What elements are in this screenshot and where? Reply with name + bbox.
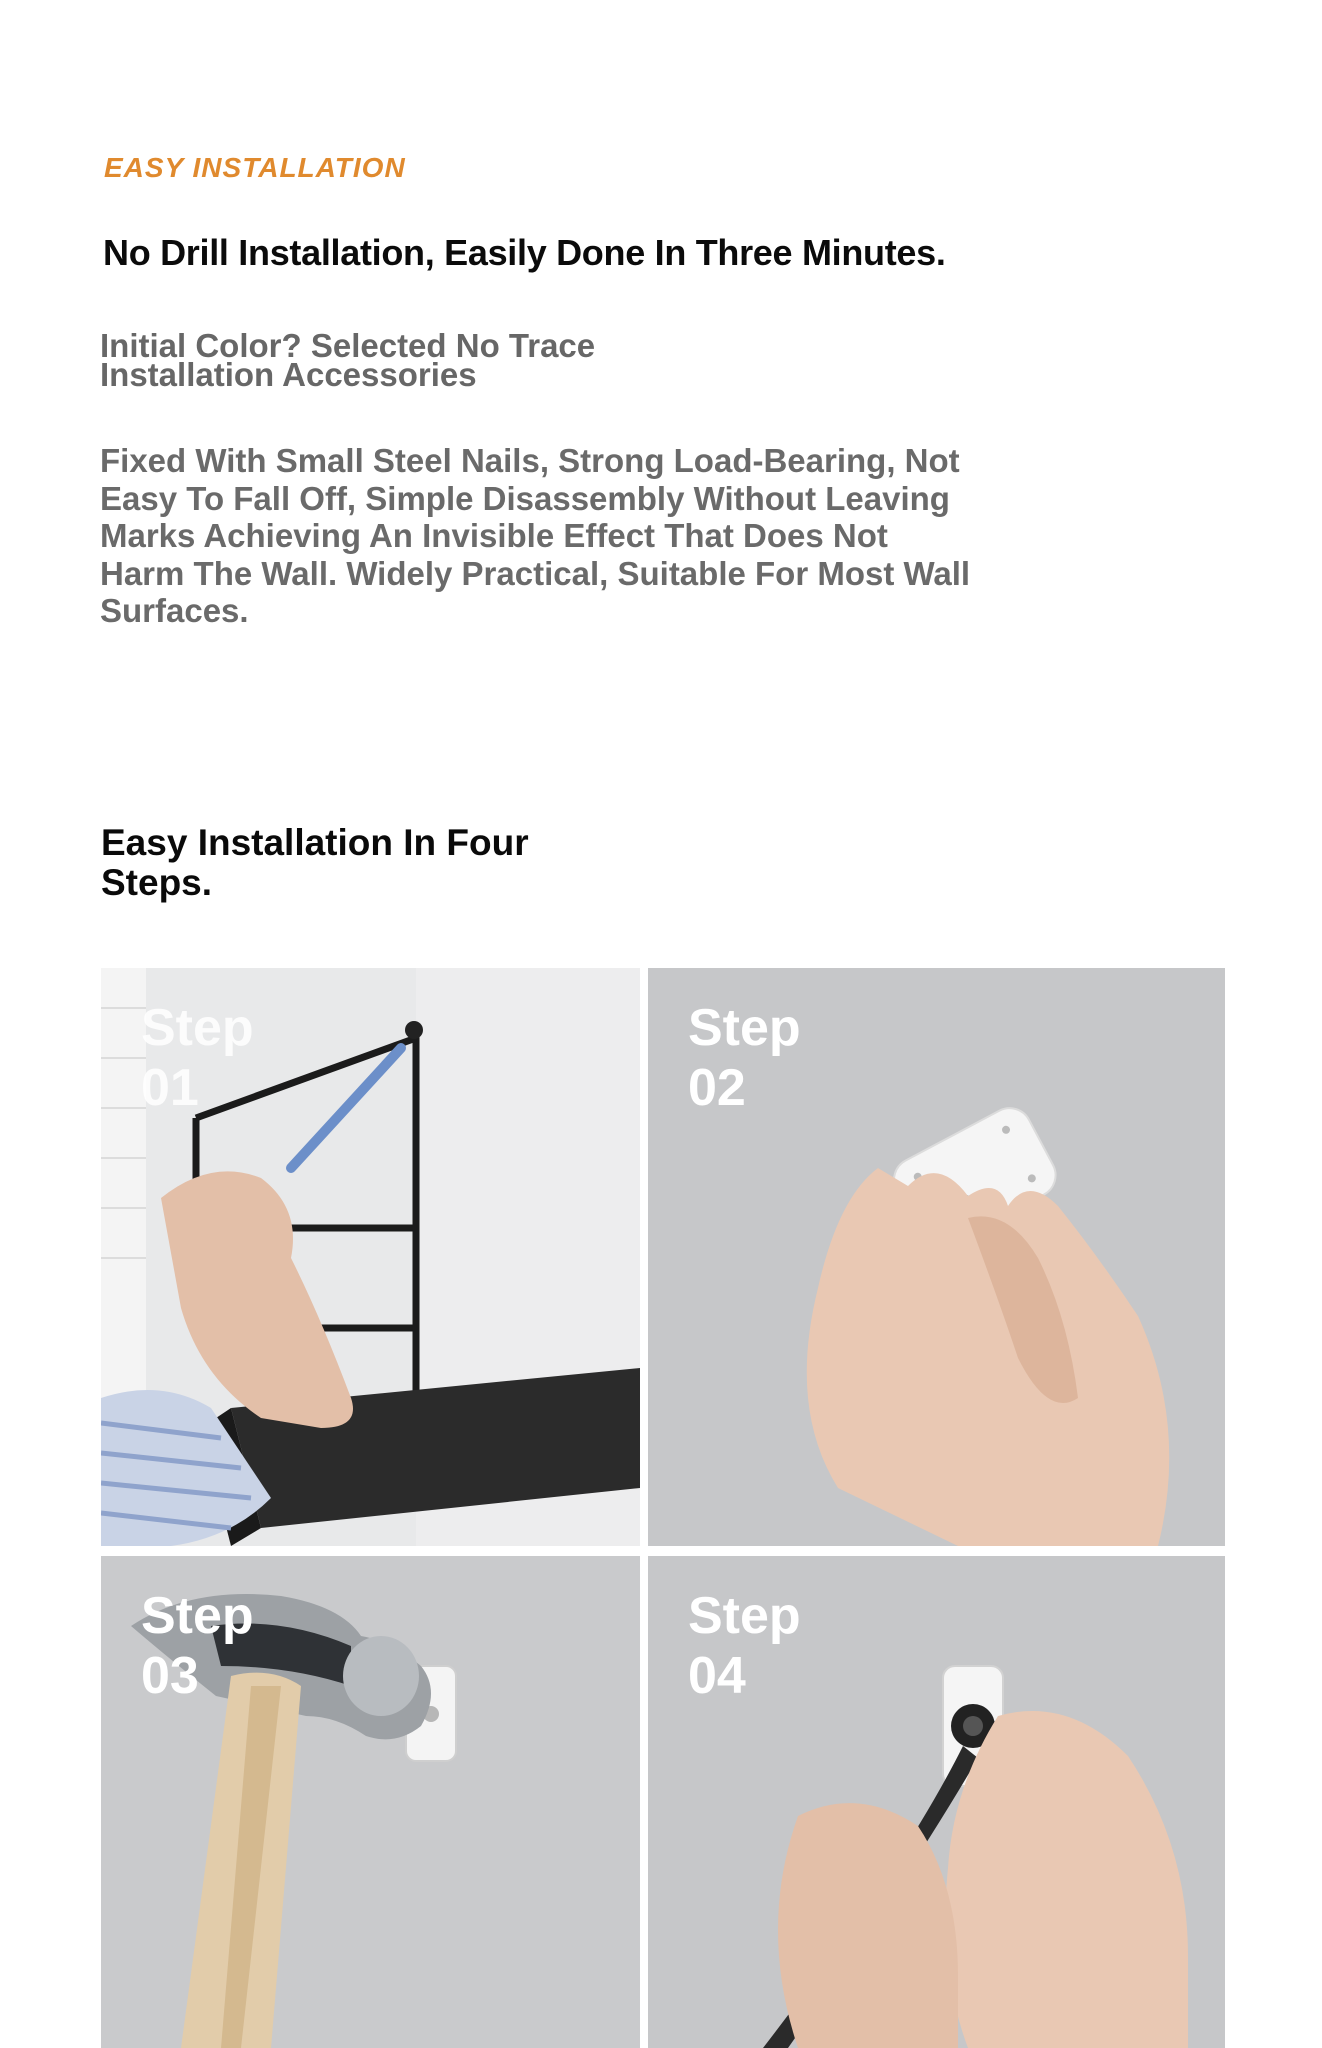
step-01-image	[101, 968, 640, 1546]
steps-section-title: Easy Installation In Four Steps.	[101, 822, 529, 903]
step-02-image	[648, 968, 1225, 1546]
step-04-label: Step 04	[688, 1587, 801, 1705]
step-01-label: Step 01	[141, 999, 254, 1117]
step-03-label: Step 03	[141, 1587, 254, 1705]
step-03-image	[101, 1556, 640, 2048]
step-04-image	[648, 1556, 1225, 2048]
step-02-label: Step 02	[688, 999, 801, 1117]
subheading: Initial Color? Selected No Trace Installation Accessories	[100, 327, 596, 393]
page-headline: No Drill Installation, Easily Done In Three Minutes.	[103, 232, 946, 273]
eyebrow-title: EASY INSTALLATION	[104, 152, 406, 183]
description-text: Fixed With Small Steel Nails, Strong Load-Bearing, Not Easy To Fall Off, Simple Disassembly Without Leaving Marks Achieving An Invisible Effect That Does Not Harm The Wall. Widely Practical, Suitable For Most Wall Surfaces.	[100, 442, 971, 629]
